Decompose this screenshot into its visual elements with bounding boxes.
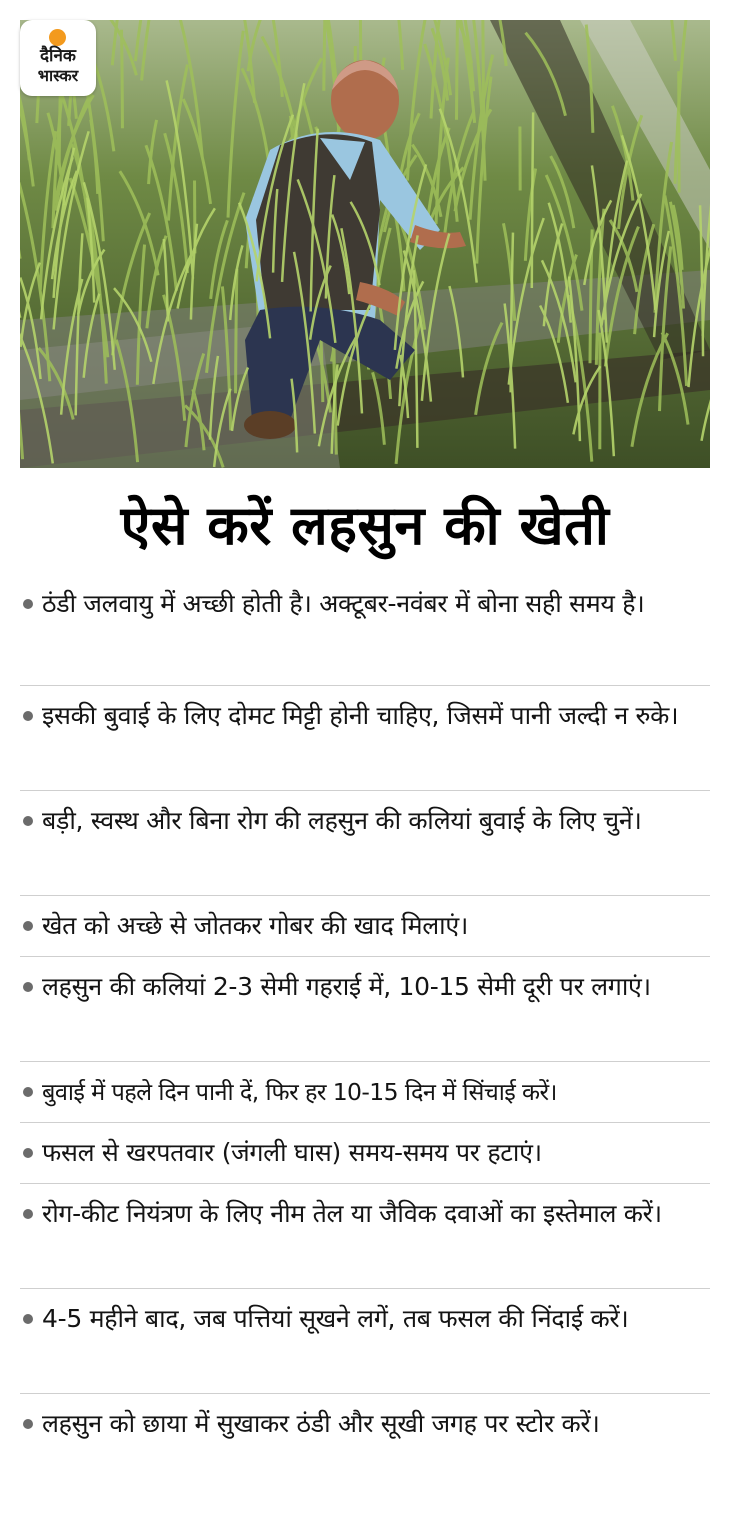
tip-text: इसकी बुवाई के लिए दोमट मिट्टी होनी चाहिए, जिसमें पानी जल्दी न रुके। — [42, 701, 679, 730]
list-item — [20, 1394, 710, 1499]
garlic-field-photo — [20, 20, 710, 468]
bullet-icon — [23, 921, 33, 931]
list-item — [20, 791, 710, 896]
logo-line-1: दैनिक — [40, 46, 76, 66]
list-item — [20, 1123, 710, 1184]
bullet-icon — [23, 982, 33, 992]
bullet-icon — [23, 711, 33, 721]
bullet-icon — [23, 1209, 33, 1219]
bullet-icon — [23, 1314, 33, 1324]
logo-line-2: भास्कर — [37, 66, 79, 85]
tip-text: ठंडी जलवायु में अच्छी होती है। अक्टूबर-नवंबर में बोना सही समय है। — [42, 589, 645, 618]
list-item — [20, 1289, 710, 1394]
tip-text: खेत को अच्छे से जोतकर गोबर की खाद मिलाएं। — [42, 911, 469, 940]
tip-text: लहसुन को छाया में सुखाकर ठंडी और सूखी जगह पर स्टोर करें। — [42, 1409, 600, 1438]
dainik-bhaskar-logo — [20, 20, 96, 96]
garlic-field-farmer-photo — [20, 20, 710, 468]
tip-text: फसल से खरपतवार (जंगली घास) समय-समय पर हटाएं। — [42, 1138, 542, 1167]
tips-list — [20, 574, 710, 1499]
tip-text: 4-5 महीने बाद, जब पत्तियां सूखने लगें, तब फसल की निंदाई करें। — [42, 1304, 629, 1333]
tip-text: बुवाई में पहले दिन पानी दें, फिर हर 10-15 दिन में सिंचाई करें। — [42, 1078, 557, 1106]
page-title: ऐसे करें लहसुन की खेती — [120, 494, 610, 557]
tip-text: रोग-कीट नियंत्रण के लिए नीम तेल या जैविक दवाओं का इस्तेमाल करें। — [42, 1199, 662, 1228]
list-item — [20, 896, 710, 957]
bullet-icon — [23, 1148, 33, 1158]
sun-icon — [49, 29, 66, 46]
bullet-icon — [23, 1087, 33, 1097]
list-item — [20, 686, 710, 791]
bullet-icon — [23, 816, 33, 826]
tip-text: लहसुन की कलियां 2-3 सेमी गहराई में, 10-15 सेमी दूरी पर लगाएं। — [42, 972, 651, 1001]
garlic-leaf — [122, 30, 123, 129]
tip-text: बड़ी, स्वस्थ और बिना रोग की लहसुन की कलियां बुवाई के लिए चुनें। — [42, 806, 642, 835]
garlic-leaf — [236, 269, 237, 393]
list-item — [20, 574, 710, 686]
list-item — [20, 957, 710, 1062]
list-item — [20, 1062, 710, 1123]
bullet-icon — [23, 599, 33, 609]
bullet-icon — [23, 1419, 33, 1429]
garlic-leaf — [532, 112, 533, 288]
list-item — [20, 1184, 710, 1289]
